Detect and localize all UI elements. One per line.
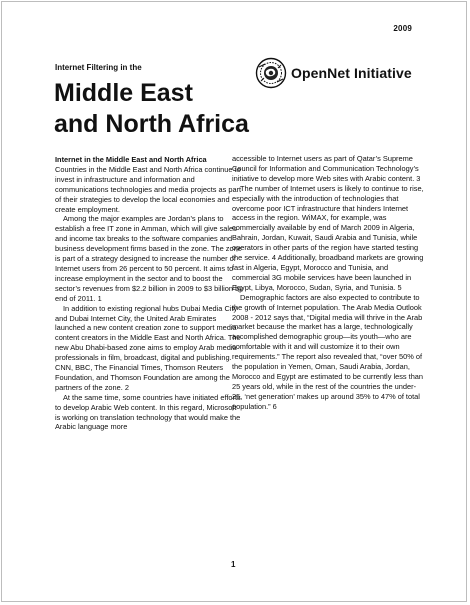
page-number: 1 <box>231 560 236 569</box>
right-column <box>232 154 425 412</box>
opennet-globe-icon <box>255 57 287 89</box>
opennet-logo <box>255 57 412 89</box>
paragraph: At the same time, some countries have initiated efforts to develop Arabic Web content. In this regard, Microsoft is working on translation technology that would make the Arabic language more <box>55 392 241 432</box>
section-heading: Internet in the Middle East and North Africa <box>55 155 207 164</box>
paragraph: Demographic factors are also expected to contribute to the growth of Internet population. The Arab Media Outlook 2008 - 2012 says that, “Digital media will thrive in the Arab market because the market has a large, technologically accomplished demographic group—its youth—who are comfortable with it and will customize it to their own requirements.” The report also revealed that, “over 50% of the population in Yemen, Oman, Saudi Arabia, Jordan, Morocco and Egypt are estimated to be currently less than 25 years old, while in the rest of the countries the under-25, ‘net generation’ makes up around 35% to 47% of total population.” 6 <box>232 292 424 411</box>
paragraph: In addition to existing regional hubs Dubai Media City and Dubai Internet City, the United Arab Emirates launched a new content creation zone to support media content creators in the Middle East and North Africa. The new Abu Dhabi-based zone aims to employ Arab media professionals in film, broadcast, digital and publishing. CNN, BBC, The Financial Times, Thomson Reuters Foundation, and Thomson Foundation are among the partners of the zone. 2 <box>55 303 241 392</box>
paragraph: Countries in the Middle East and North Africa continue to invest in infrastructure and information and communications technologies and media projects as part of their strategies to develop the local economies and create employment. <box>55 164 242 214</box>
page-title-line-1: Middle East <box>54 79 193 107</box>
paragraph: Among the major examples are Jordan’s plans to establish a free IT zone in Amman, which will give sales and income tax breaks to the software companies and business development firms based in the zone. The zone is part of a strategy designed to increase the number of Internet users from 26 percent to 50 percent. It aims to increase employment in the sector and to boost the sector’s revenues from $2.2 billion in 2009 to $3 billion by end of 2011. 1 <box>55 214 243 303</box>
page-title <box>54 78 249 140</box>
page-title-line-2: and North Africa <box>54 110 249 138</box>
report-year: 2009 <box>393 24 412 33</box>
left-column <box>55 155 243 432</box>
report-kicker: Internet Filtering in the <box>55 63 142 72</box>
paragraph: accessible to Internet users as part of Qatar’s Supreme Council for Information and Communication Technology’s initiative to develop more Web sites with Arabic content. 3 <box>232 154 421 183</box>
paragraph: The number of Internet users is likely to continue to rise, especially with the introduction of technologies that overcome poor ICT infrastructure that hinders Internet access in the region. WiMAX, for example, was commercially available by end of March 2009 in Algeria, Bahrain, Jordan, Kuwait, Saudi Arabia and Tunisia, while operators in other parts of the region have started testing the service. 4 Additionally, broadband markets are growing fast in Algeria, Egypt, Morocco and Tunisia, and commercial 3G mobile services have been launched in Egypt, Libya, Morocco, Sudan, Syria, and Tunisia. 5 <box>232 183 424 292</box>
opennet-logo-text: OpenNet Initiative <box>291 65 412 81</box>
